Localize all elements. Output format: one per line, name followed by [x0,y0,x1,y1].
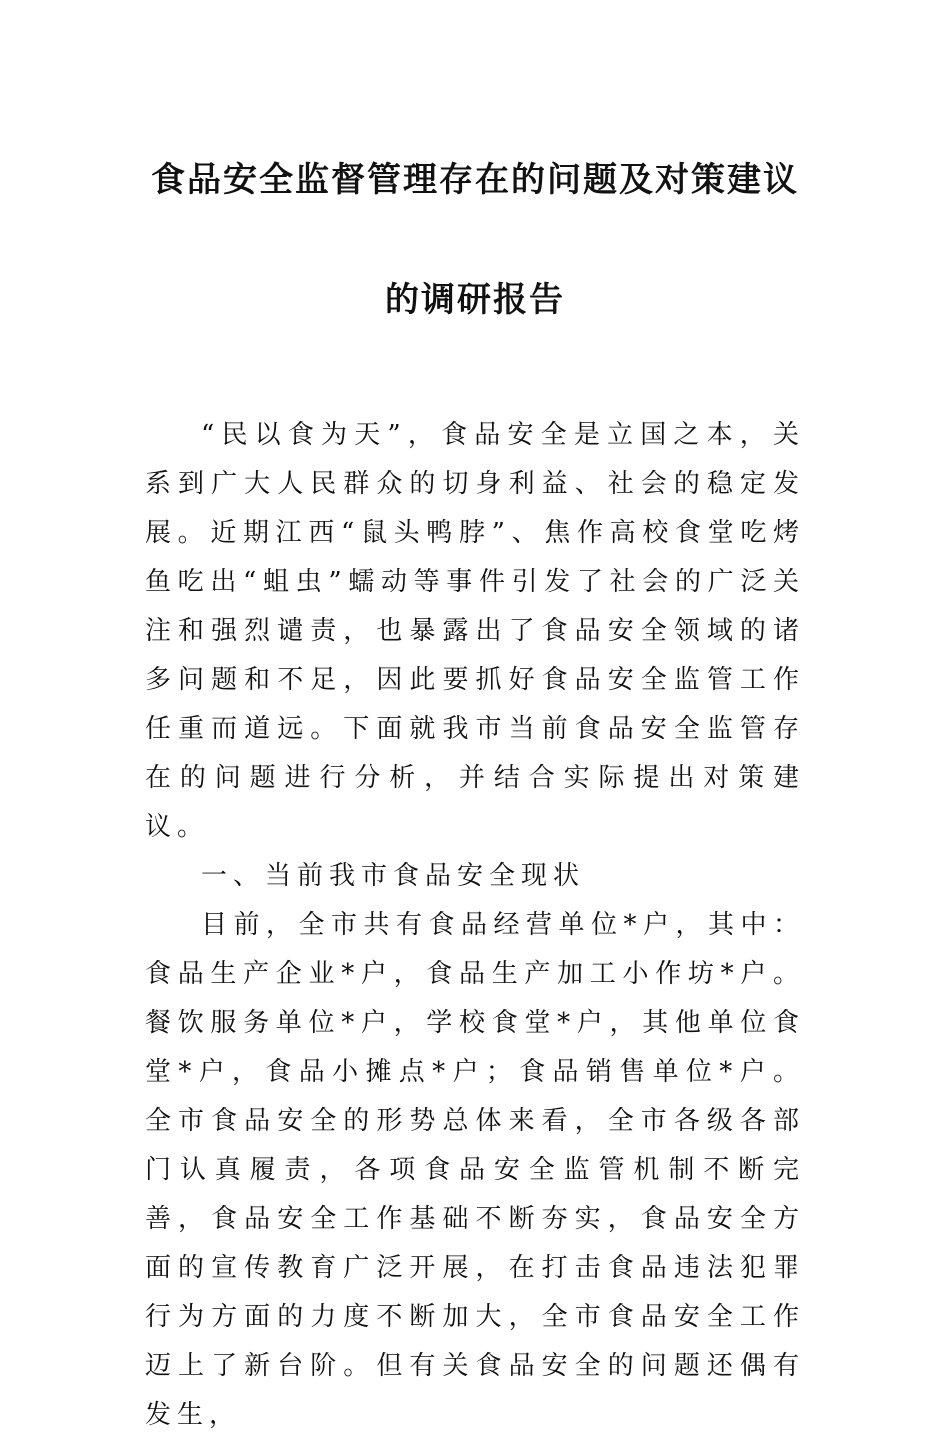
section-heading-1: 一、当前我市食品安全现状 [201,861,586,891]
document-title-line-2: 的调研报告 [385,280,565,320]
document-body [145,411,805,1440]
paragraph-status: 目前，全市共有食品经营单位*户，其中：食品生产企业*户，食品生产加工小作坊*户。餐饮服务单位*户，学校食堂*户，其他单位食堂*户，食品小摊点*户；食品销售单位*户。全市食品安全的形势总体来看，全市各级各部门认真履责，各项食品安全监管机制不断完善，食品安全工作基础不断夯实，食品安全方面的宣传教育广泛开展，在打击食品违法犯罪行为方面的力度不断加大，全市食品安全工作迈上了新台阶。但有关食品安全的问题还偶有发生， [145,910,805,1430]
document-title-line-1: 食品安全监督管理存在的问题及对策建议 [151,160,799,200]
paragraph-intro: “民以食为天”，食品安全是立国之本，关系到广大人民群众的切身利益、社会的稳定发展。近期江西“鼠头鸭脖”、焦作高校食堂吃烤鱼吃出“蛆虫”蠕动等事件引发了社会的广泛关注和强烈谴责，也暴露出了食品安全领域的诸多问题和不足，因此要抓好食品安全监管工作任重而道远。下面就我市当前食品安全监管存在的问题进行分析，并结合实际提出对策建议。 [145,420,805,842]
